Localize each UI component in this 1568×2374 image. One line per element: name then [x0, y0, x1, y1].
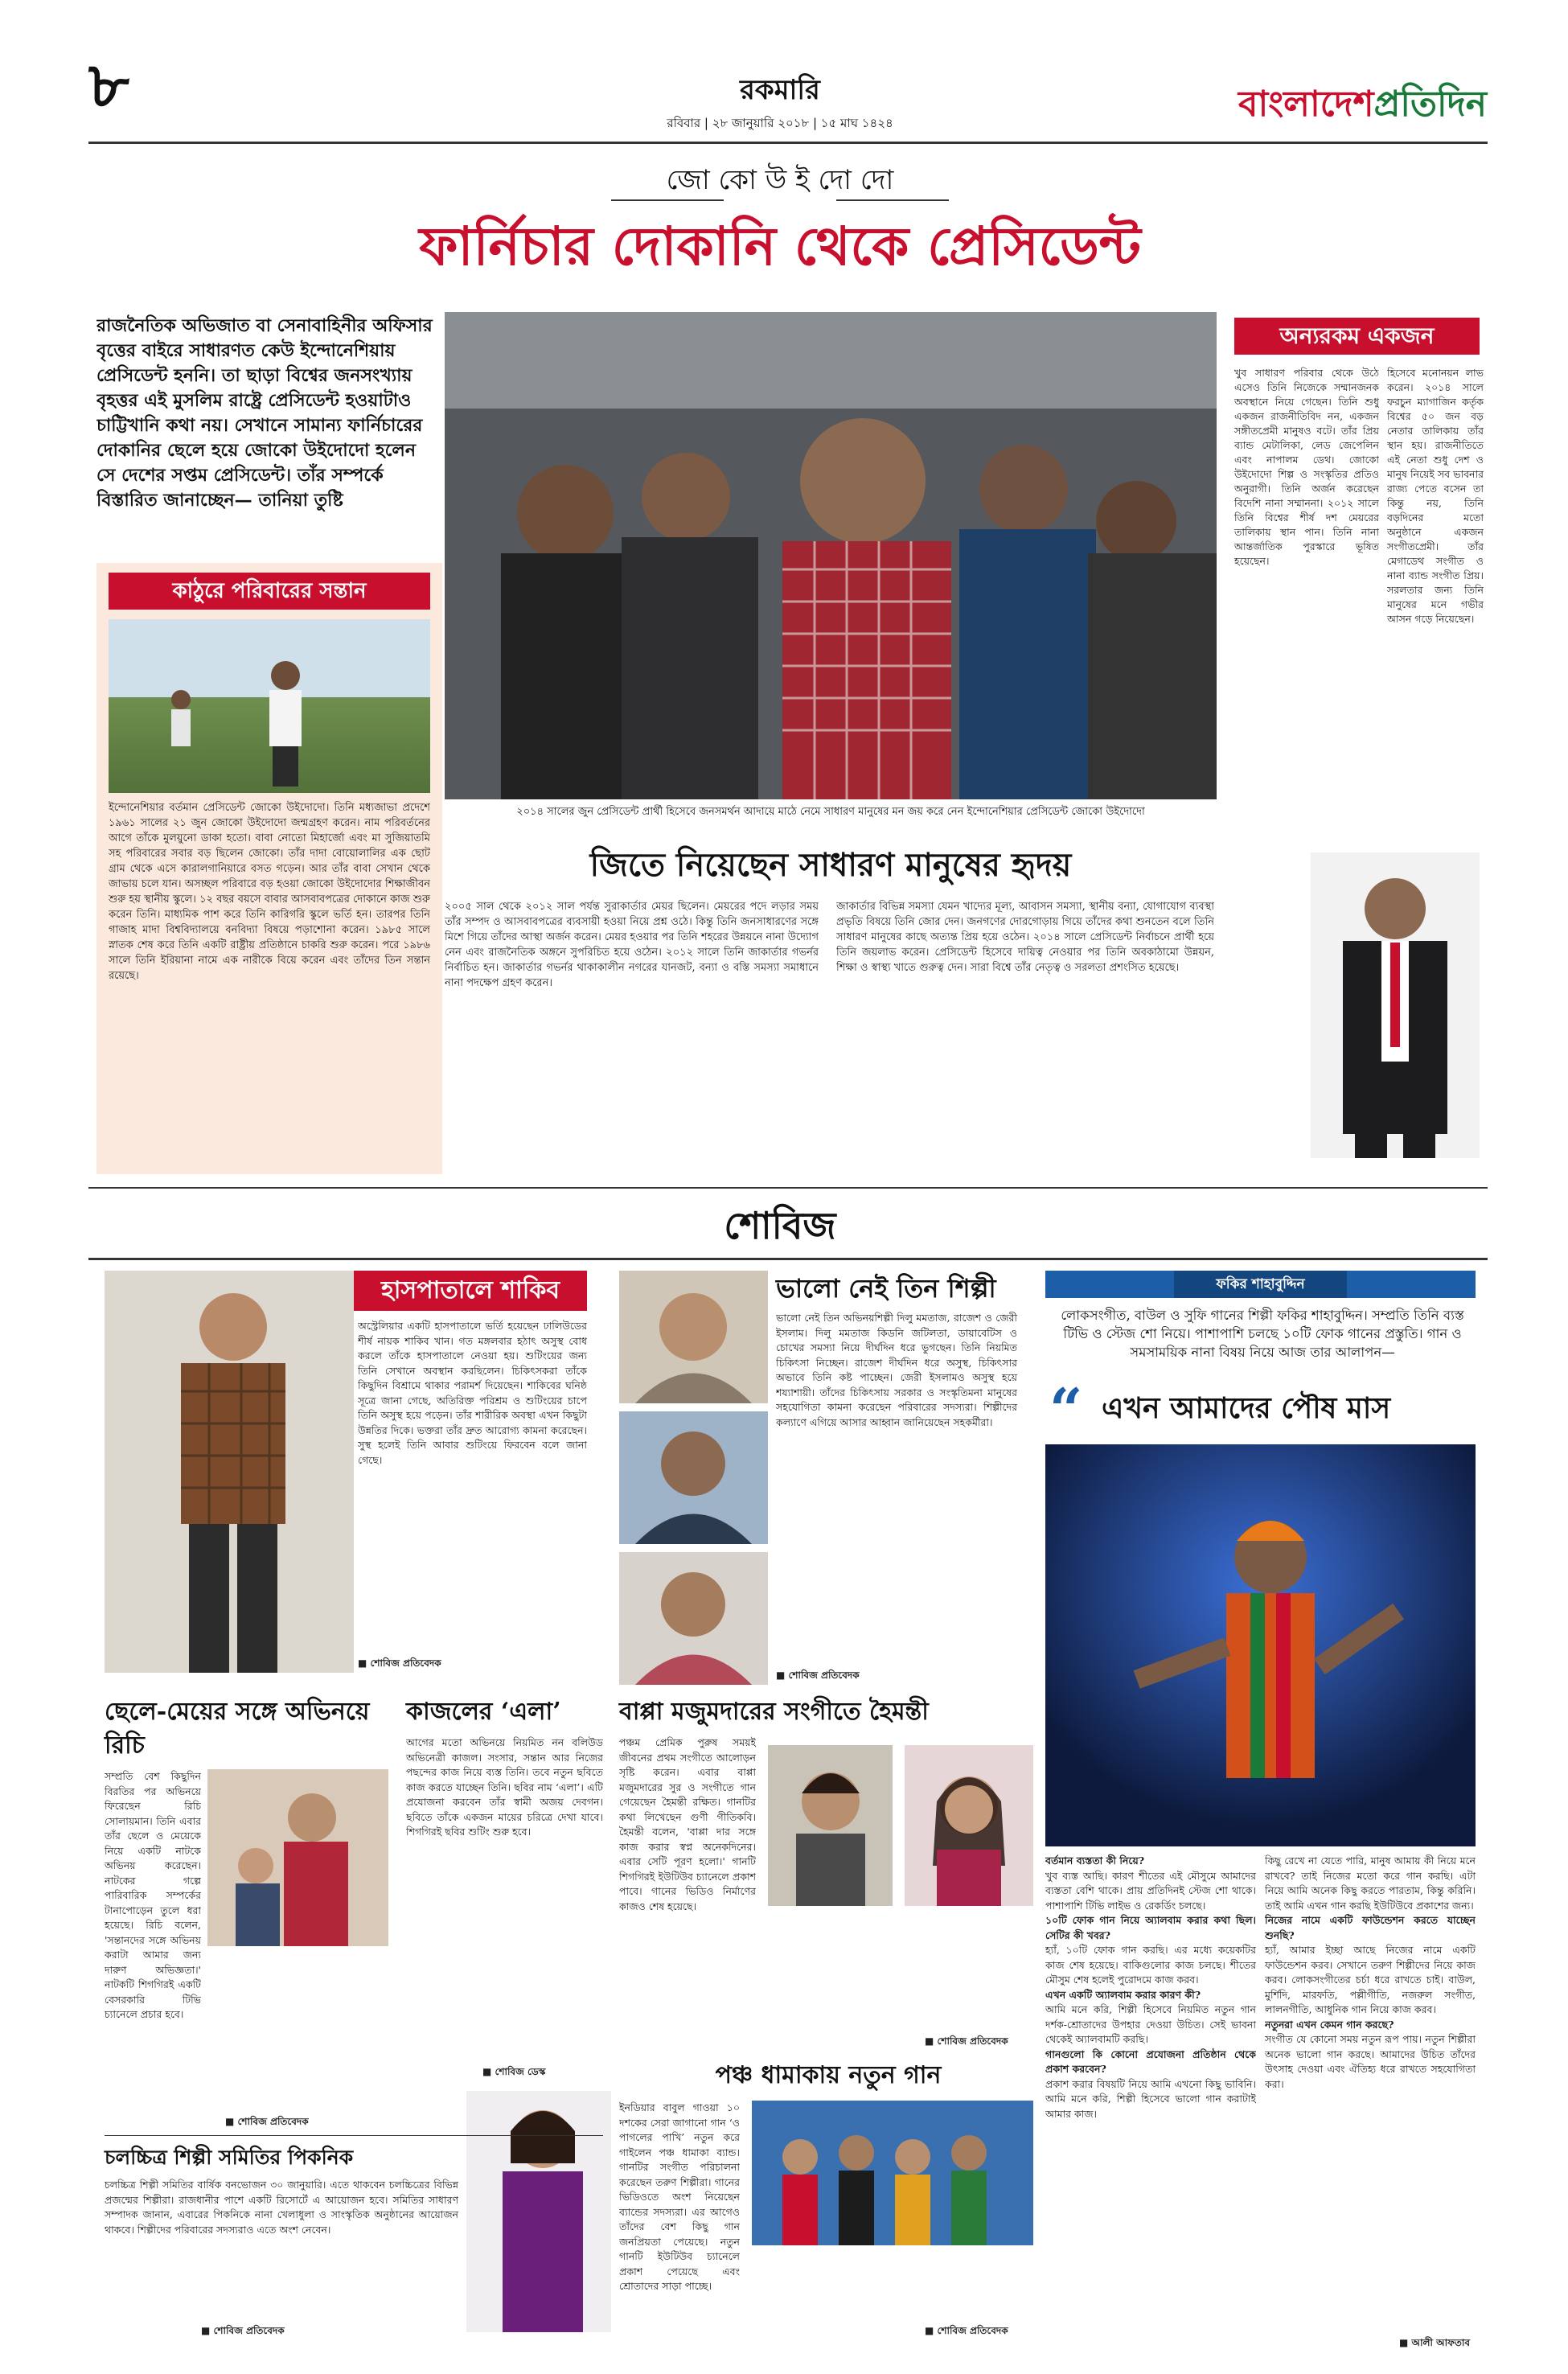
hoimonti-photo — [905, 1745, 1033, 1906]
shakib-photo — [105, 1271, 354, 1673]
artist-2-illustration — [619, 1411, 768, 1544]
richi-title: ছেলে-মেয়ের সঙ্গে অভিনয়ে রিচি — [105, 1698, 370, 1760]
kicker-rule-right — [836, 199, 949, 201]
kajol-photo — [466, 2091, 611, 2332]
fakir-intro: লোকসংগীত, বাউল ও সুফি গানের শিল্পী ফকির শাহাবুদ্দিন। সম্প্রতি তিনি ব্যস্ত টিভি ও স্টেজ শো নিয়ে। পাশাপাশি চলছে ১০টি ফোক গানের প্রস্তুতি। গান ও সমসাময়িক নানা বিষয় নিয়ে আজ তার আলাপন— — [1061, 1308, 1464, 1360]
field-illustration — [109, 619, 430, 793]
shakib-text: অস্ট্রেলিয়ার একটি হাসপাতালে ভর্তি হয়েছেন ঢালিউডের শীর্ষ নায়ক শাকিব খান। গত মঙ্গলবার হঠাৎ অসুস্থ বোধ করলে তাঁকে হাসপাতালে নেওয়া হয়। শুটিংয়ের জন্য তিনি সেখানে অবস্থান করছিলেন। চিকিৎসকরা তাঁকে কিছুদিন বিশ্রামে থাকার পরামর্শ দিয়েছেন। শাকিবের ঘনিষ্ঠ সূত্রে জানা গেছে, অতিরিক্ত পরিশ্রম ও শুটিংয়ের চাপে তিনি অসুস্থ হয়ে পড়েন। তাঁর শারীরিক অবস্থা এখন কিছুটা উন্নতির দিকে। ভক্তরা তাঁর দ্রুত আরোগ্য কামনা করেছেন। সুস্থ হলেই তিনি আবার শুটিংয়ে ফিরবেন বলে জানা গেছে। — [358, 1320, 587, 1466]
feature-kicker: জো কো উ ই দো দো — [666, 164, 894, 196]
three-artists-title: ভালো নেই তিন শিল্পী — [776, 1273, 996, 1304]
fakir-a2: হ্যাঁ, ১০টি ফোক গান করছি। এর মধ্যে কয়েকটির কাজ শেষ হয়েছে। বাকিগুলোর কাজ চলছে। শীতের মৌসুম শেষ হলেই পুরোদমে কাজ করব। — [1045, 1944, 1256, 1986]
sub-text-col1: ২০০৫ সাল থেকে ২০১২ সাল পর্যন্ত সুরাকার্তার মেয়র ছিলেন। মেয়রের পদে লড়ার সময় তাঁর সম্পদ ও আসবাবপত্রের ব্যবসায়ী হওয়া নিয়ে প্রশ্ন ওঠে। কিন্তু তিনি জনসাধারণের সঙ্গে মিশে গিয়ে তাঁদের আস্থা অর্জন করেন। মেয়র হওয়ার পর তিনি শহরের উন্নয়নে নানা উদ্যোগ নেন এবং রাজনৈতিক অঙ্গনে সুপরিচিত হয়ে ওঠেন। ২০১২ সালে তিনি জাকার্তার গভর্নর নির্বাচিত হন। জাকার্তার গভর্নর থাকাকালীন নগরের যানজট, বন্যা ও বস্তি সমস্যা সমাধানে নানা পদক্ষেপ গ্রহণ করেন। — [445, 901, 819, 989]
artist-photo-3 — [619, 1552, 768, 1685]
artist-3-illustration — [619, 1552, 768, 1685]
three-artists-credit: ■ শোবিজ প্রতিবেদক — [776, 1670, 860, 1681]
section-name: রকমারি — [740, 74, 820, 106]
artist-1-illustration — [619, 1271, 768, 1403]
artist-photo-1 — [619, 1271, 768, 1403]
fakir-a5: হ্যাঁ, আমার ইচ্ছা আছে নিজের নামে একটি ফাউন্ডেশন করব। সেখানে তরুণ শিল্পীদের নিয়ে কাজ করব। লোকসংগীতের চর্চা ধরে রাখতে চাই। বাউল, মুর্শিদি, মারফতি, পল্লীগীতি, নজরুল সংগীত, লালনগীতি, আধুনিক গান নিয়ে কাজ করব। — [1265, 1944, 1476, 2015]
fakir-interview-col1 — [1045, 1854, 1256, 2336]
richi-illustration — [207, 1769, 388, 1946]
sidebar-title: অন্যরকম একজন — [1234, 318, 1480, 355]
fakir-name-label: ফকির শাহাবুদ্দিন — [1174, 1271, 1347, 1298]
ponchom-title: পঞ্চ ধামাকায় নতুন গান — [715, 2061, 942, 2089]
portrait-illustration — [1311, 852, 1480, 1158]
bappa-photo — [768, 1745, 893, 1906]
ponchom-text: ইনডিয়ার বাবুল গাওয়া ১০ দশকের সেরা জাগানো গান ‘ও পাগলের পাখি’ নতুন করে গাইলেন পঞ্চ ধামাকা ব্যান্ড। গানটির সংগীত পরিচালনা করেছেন তরুণ শিল্পীরা। গানের ভিডিওতে অংশ নিয়েছেন ব্যান্ডের সদস্যরা। এর আগেও তাঁদের বেশ কিছু গান জনপ্রিয়তা পেয়েছে। নতুন গানটি ইউটিউব চ্যানেলে প্রকাশ পেয়েছে এবং শ্রোতাদের সাড়া পাচ্ছে। — [619, 2101, 740, 2292]
fakir-q1: বর্তমান ব্যস্ততা কী নিয়ে? — [1045, 1854, 1145, 1867]
bappa-text: পঞ্চম প্রেমিক পুরুষ সময়ই জীবনের প্রথম সংগীতে আলোড়ন সৃষ্টি করেন। এবার বাপ্পা মজুমদারের সুর ও সংগীতে গান গেয়েছেন হৈমন্তী রক্ষিত। গানটির কথা লিখেছেন গুণী গীতিকবি। হৈমন্তী বলেন, 'বাপ্পা দার সঙ্গে কাজ করার স্বপ্ন অনেকদিনের। এবার সেটি পূরণ হলো।' গানটি শিগগিরই ইউটিউব চ্যানেলে প্রকাশ পাবে। গানের ভিডিও নির্মাণের কাজও শেষ হয়েছে। — [619, 1736, 756, 1912]
fakir-credit: ■ আলী আফতাব — [1399, 2337, 1470, 2348]
intro-text: রাজনৈতিক অভিজাত বা সেনাবাহিনীর অফিসার বৃত্তের বাইরে সাধারণত কেউ ইন্দোনেশিয়ায় প্রেসিডেন্ট হননি। তা ছাড়া বিশ্বের জনসংখ্যায় বৃহত্তর এই মুসলিম রাষ্ট্রে প্রেসিডেন্ট হওয়াটাও চাট্টিখানি কথা নয়। সেখানে সামান্য ফার্নিচারের দোকানির ছেলে হয়ে জোকো উইদোদো হলেন সে দেশের সপ্তম প্রেসিডেন্ট। তাঁর সম্পর্কে বিস্তারিত জানাচ্ছেন— — [96, 315, 433, 511]
picnic-top-rule — [105, 2135, 603, 2136]
picnic-text: চলচ্চিত্র শিল্পী সমিতির বার্ষিক বনভোজন ৩০ জানুয়ারি। এতে থাকবেন চলচ্চিত্রের বিভিন্ন প্রজন্মের শিল্পীরা। রাজধানীর পাশে একটি রিসোর্টে এ আয়োজন হবে। সমিতির সাধারণ সম্পাদক জানান, এবারের পিকনিকে নানা খেলাধুলা ও সাংস্কৃতিক অনুষ্ঠানের আয়োজন থাকবে। শিল্পীদের পরিবারের সদস্যরাও এতে অংশ নেবেন। — [105, 2179, 458, 2236]
fakir-q5: নিজের নামে একটি ফাউন্ডেশন করতে যাচ্ছেন শুনছি? — [1265, 1914, 1476, 1941]
box1-photo-jokowi-field — [109, 619, 430, 793]
main-photo-jokowi-crowd — [445, 312, 1217, 799]
bappa-illustration — [768, 1745, 893, 1906]
sidebar-text-col2: হিসেবে মনোনয়ন লাভ করেন। ২০১৪ সালে ফরচুন ম্যাগাজিন কর্তৃক বিশ্বের ৫০ জন বড় নেতার তালিকায় তাঁর স্থান হয়। রাজনীতিতে এই নেতা শুধু দেশ ও মানুষ নিয়েই সব ভাবনার রাজ্য পেতে বসেন তা কিন্তু নয়, তিনি বড়দিনের মতো অনুষ্ঠানে একজন সংগীতপ্রেমী। তাঁর মেগাডেথ সংগীত ও নানা ব্যান্ড সংগীত প্রিয়। সরলতার জন্য তিনি মানুষের মনে গভীর আসন গড়ে নিয়েছেন। — [1387, 367, 1484, 625]
fakir-q4: গানগুলো কি কোনো প্রযোজনা প্রতিষ্ঠান থেকে প্রকাশ করবেন? — [1045, 2047, 1256, 2075]
quote-icon: “ — [1049, 1375, 1083, 1444]
kajol-illustration — [466, 2091, 611, 2332]
masthead-rule — [88, 142, 1488, 144]
issue-date: রবিবার | ২৮ জানুয়ারি ২০১৮ | ১৫ মাঘ ১৪২৪ — [667, 116, 893, 130]
fakir-headline-block — [1045, 1375, 1476, 1444]
feature-headline: ফার্নিচার দোকানি থেকে প্রেসিডেন্ট — [419, 216, 1141, 277]
intro-author: তানিয়া তুষ্টি — [258, 490, 343, 511]
fakir-a1: খুব ব্যস্ত আছি। কারণ শীতের এই মৌসুমে আমাদের ব্যস্ততা বেশি থাকে। প্রায় প্রতিদিনই স্টেজ শো থাকে। পাশাপাশি টিভি লাইভ ও রেকর্ডিং চলছে। — [1045, 1869, 1256, 1912]
artist-photo-2 — [619, 1411, 768, 1544]
fakir-interview-col2 — [1265, 1854, 1476, 2328]
richi-credit: ■ শোবিজ প্রতিবেদক — [225, 2116, 309, 2127]
sub-text-col2: জাকার্তার বিভিন্ন সমস্যা যেমন খাদ্যের মূল্য, আবাসন সমস্যা, স্থানীয় বন্যা, যোগাযোগ ব্যবস্থা প্রভৃতি বিষয়ে তিনি জোর দেন। জনগণের দোরগোড়ায় গিয়ে তাঁদের কথা শুনতেন বলে তিনি সাধারণ মানুষের কাছে অত্যন্ত প্রিয় হয়ে ওঠেন। ২০১৪ সালে প্রেসিডেন্ট নির্বাচনে প্রার্থী হয়ে তিনি জয়লাভ করেন। প্রেসিডেন্ট হিসেবে দায়িত্ব নেওয়ার পর তিনি অবকাঠামো উন্নয়ন, শিক্ষা ও স্বাস্থ্য খাতে গুরুত্ব দেন। সারা বিশ্বে তাঁর নেতৃত্ব ও সরলতা প্রশংসিত হয়েছে। — [836, 901, 1214, 974]
bappa-text-extra — [768, 1914, 1033, 1946]
sidebar-text-col1: খুব সাধারণ পরিবার থেকে উঠে এসেও তিনি নিজেকে সম্মানজনক অবস্থানে নিয়ে গেছেন। তিনি শুধু একজন রাজনীতিবিদ নন, একজন সঙ্গীতপ্রেমী মানুষও বটে। তাঁর প্রিয় ব্যান্ড মেটালিকা, লেড জেপেলিন এবং নাপালম ডেথ। জোকো উইদোদো শিল্প ও সংস্কৃতির প্রতিও অনুরাগী। তিনি অর্জন করেছেন বিদেশি নানা সম্মাননা। ২০১২ সালে তিনি বিশ্বের শীর্ষ দশ মেয়রের তালিকায় স্থান পান। তিনি নানা আন্তর্জাতিক পুরস্কারে ভূষিত হয়েছেন। — [1234, 367, 1379, 567]
richi-text: সম্প্রতি বেশ কিছুদিন বিরতির পর অভিনয়ে ফিরেছেন রিচি সোলায়মান। তিনি এবার তাঁর ছেলে ও মেয়েকে নিয়ে একটি নাটকে অভিনয় করেছেন। নাটকের গল্পে পারিবারিক সম্পর্কের টানাপোড়েন তুলে ধরা হয়েছে। রিচি বলেন, 'সন্তানদের সঙ্গে অভিনয় করাটা আমার জন্য দারুণ অভিজ্ঞতা।' নাটকটি শিগগিরই একটি বেসরকারি টিভি চ্যানেলে প্রচার হবে। — [105, 1770, 201, 2020]
showbiz-rule — [88, 1258, 1488, 1260]
shakib-credit: ■ শোবিজ প্রতিবেদক — [358, 1657, 441, 1669]
fakir-q2: ১০টি ফোক গান নিয়ে অ্যালবাম করার কথা ছিল। সেটির কী খবর? — [1045, 1914, 1256, 1941]
fakir-a3: আমি মনে করি, শিল্পী হিসেবে নিয়মিত নতুন গান দর্শক-শ্রোতাদের উপহার দেওয়া উচিত। সেই ভাবনা থেকেই অ্যালবামটি করছি। — [1045, 2003, 1256, 2045]
sub-headline: জিতে নিয়েছেন সাধারণ মানুষের হৃদয় — [589, 847, 1072, 884]
picnic-title: চলচ্চিত্র শিল্পী সমিতির পিকনিক — [105, 2146, 354, 2169]
kajol-credit: ■ শোবিজ ডেস্ক — [482, 2066, 546, 2077]
fakir-stage-photo — [1045, 1444, 1476, 1846]
hoimonti-illustration — [905, 1745, 1033, 1906]
fakir-q6: নতুনরা এখন কেমন গান করছে? — [1265, 2018, 1394, 2031]
bappa-title: বাপ্পা মজুমদারের সংগীতে হৈমন্তী — [619, 1698, 929, 1726]
fakir-a4: প্রকাশ করার বিষয়টি নিয়ে আমি এখনো কিছু ভাবিনি। আমি মনে করি, শিল্পী হিসেবে ভালো গান করাটাই আমার কাজ। — [1045, 2077, 1256, 2120]
logo-part-2: প্রতিদিন — [1373, 84, 1487, 125]
shakib-title: হাসপাতালে শাকিব — [354, 1271, 587, 1311]
ponchom-credit: ■ শোবিজ প্রতিবেদক — [925, 2325, 1008, 2336]
shakib-illustration — [105, 1271, 354, 1673]
box1-title: কাঠুরে পরিবারের সন্তান — [109, 573, 430, 610]
logo-part-1: বাংলাদেশ — [1238, 84, 1374, 125]
showbiz-section-title: শোবিজ — [724, 1204, 836, 1247]
three-artists-text: ভালো নেই তিন অভিনয়শিল্পী দিলু মমতাজ, রাজেশ ও জেরী ইসলাম। দিলু মমতাজ কিডনি জটিলতা, ডায়াবেটিস ও চোখের সমস্যা নিয়ে দীর্ঘদিন ধরে ভুগছেন। তিনি নিয়মিত চিকিৎসা নিচ্ছেন। রাজেশ দীর্ঘদিন ধরে অসুস্থ, চিকিৎসার অভাবে তিনি কষ্ট পাচ্ছেন। জেরী ইসলামও অসুস্থ হয়ে শয্যাশায়ী। তাঁদের চিকিৎসায় সরকার ও সংস্কৃতিমনা মানুষের সহযোগিতা কামনা করেছেন পরিবারের সদস্যরা। শিল্পীদের কল্যাণে এগিয়ে আসার আহ্বান জানিয়েছেন সহকর্মীরা। — [776, 1312, 1017, 1428]
kajol-title: কাজলের ‘এলা’ — [406, 1698, 561, 1726]
ponchom-band-photo — [752, 2101, 1033, 2245]
kicker-rule-left — [611, 199, 724, 201]
kajol-text: আগের মতো অভিনয়ে নিয়মিত নন বলিউড অভিনেত্রী কাজল। সংসার, সন্তান আর নিজের পছন্দের কাজ নিয়ে ব্যস্ত তিনি। তবে নতুন ছবিতে কাজ করতে যাচ্ছেন তিনি। ছবির নাম ‘এলা’। এটি প্রযোজনা করবেন তাঁর স্বামী অজয় দেবগন। ছবিতে তাঁকে একজন মায়ের চরিত্রে দেখা যাবে। শিগগিরই ছবির শুটিং শুরু হবে। — [406, 1736, 603, 1838]
stage-illustration — [1045, 1444, 1476, 1846]
crowd-illustration — [445, 312, 1217, 799]
richi-photo — [207, 1769, 388, 1946]
fakir-headline: এখন আমাদের পৌষ মাস — [1102, 1392, 1391, 1425]
sidebar-photo-jokowi-portrait — [1311, 852, 1480, 1158]
fakir-col2-text: কিছু রেখে না যেতে পারি, মানুষ আমায় কী নিয়ে মনে রাখবে? তাই নিজের মতো করে গান করছি। এটা নিয়ে আমি অনেক কিছু করতে পারতাম, কিন্তু করিনি। তাই আমি এখন গান করছি ইউটিউবে প্রকাশের জন্য। — [1265, 1854, 1476, 1912]
band-illustration — [752, 2101, 1033, 2245]
feature-intro — [96, 314, 438, 555]
bappa-credit: ■ শোবিজ প্রতিবেদক — [925, 2035, 1008, 2047]
feature-bottom-rule — [88, 1187, 1488, 1189]
fakir-q3: এখন একটি অ্যালবাম করার কারণ কী? — [1045, 1988, 1201, 2001]
main-photo-caption: ২০১৪ সালের জুন প্রেসিডেন্ট প্রার্থী হিসেবে জনসমর্থন আদায়ে মাঠে নেমে সাধারণ মানুষের মন জয় করে নেন ইন্দোনেশিয়ার প্রেসিডেন্ট জোকো উইদোদো — [516, 806, 1145, 818]
picnic-credit: ■ শোবিজ প্রতিবেদক — [201, 2325, 285, 2336]
box1-text: ইন্দোনেশিয়ার বর্তমান প্রেসিডেন্ট জোকো উইদোদো। তিনি মধ্যজাভা প্রদেশে ১৯৬১ সালের ২১ জুন জোকো উইদোদো জন্মগ্রহণ করেন। নাম পরিবর্তনের আগে তাঁকে মুলয়ুনো ডাকা হতো। বাবা নোতো মিহার্জো এবং মা সুজিয়াতমি সহ পরিবারের সবার বড় ছিলেন জোকো। তাঁর দাদা বোয়োলালির এক ছোট গ্রাম থেকে এসে কারালগানিয়ারে বসত গড়েন। আর তাঁর বাবা সেখান থেকে জাভায় চলে যান। অসচ্ছল পরিবারে বড় হওয়া জোকো উইদোদোর শিক্ষাজীবন শুরু হয় স্থানীয় স্কুলে। ১২ বছর বয়সে বাবার আসবাবপত্রের দোকানে কাজ শুরু করেন তিনি। মাধ্যমিক পাশ করে তিনি কারিগরি স্কুলে ভর্তি হন। তারপর তিনি গাজাহ মাদা বিশ্ববিদ্যালয়ে বনবিদ্যা বিষয়ে পড়াশোনা করেন। ১৯৮৫ সালে স্নাতক শেষ করে তিনি একটি রাষ্ট্রীয় প্রতিষ্ঠানে চাকরি শুরু করেন। পরে ১৯৮৬ সালে তিনি ইরিয়ানা নামে এক নারীকে বিয়ে করেন এবং তাঁদের তিন সন্তান রয়েছে। — [109, 802, 430, 982]
newspaper-logo — [1238, 77, 1487, 136]
fakir-a6: সংগীত যে কোনো সময় নতুন রূপ পায়। নতুন শিল্পীরা অনেক ভালো গান করছে। আমাদের উচিত তাঁদের উৎসাহ দেওয়া এবং ঐতিহ্য ধরে রাখতে সহযোগিতা করা। — [1265, 2033, 1476, 2090]
page-number: ৮ — [88, 49, 129, 122]
